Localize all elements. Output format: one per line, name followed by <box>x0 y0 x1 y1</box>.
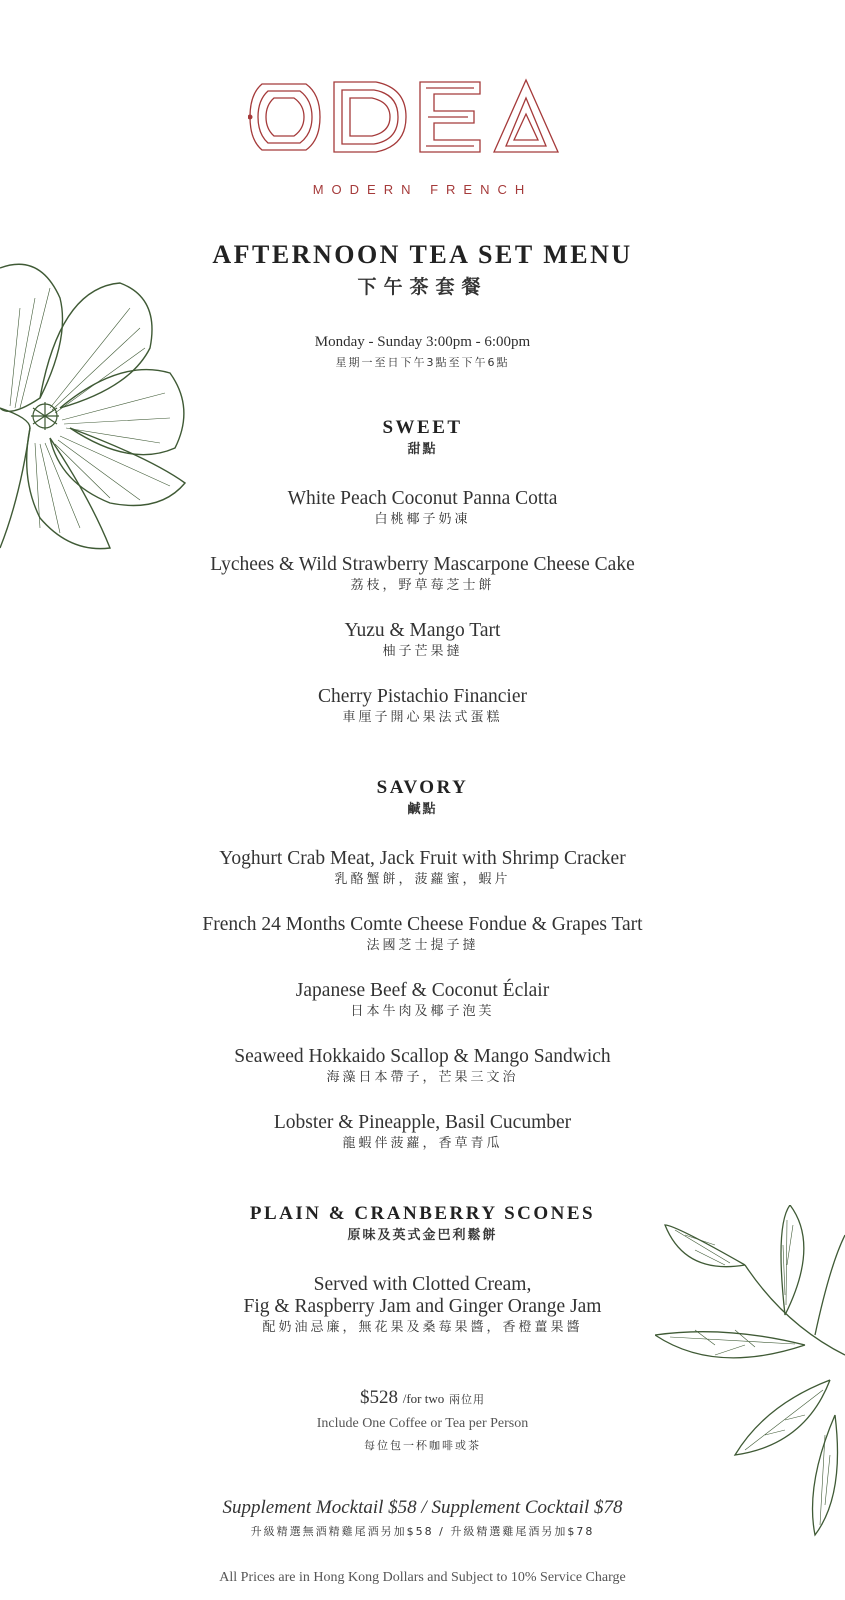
menu-item <box>120 620 725 662</box>
scones-section <box>120 1202 725 1338</box>
served-zh: 配奶油忌廉，無花果及桑莓果醬，香橙薑果醬 <box>262 1320 583 1335</box>
logo-tagline: MODERN FRENCH <box>312 182 533 197</box>
served-line-1: Served with Clotted Cream, <box>313 1274 532 1295</box>
savory-heading: SAVORY <box>376 777 469 798</box>
menu-item-name: Lychees & Wild Strawberry Mascarpone Cheese Cake <box>210 554 635 575</box>
menu-item <box>120 980 725 1022</box>
menu-item <box>120 488 725 530</box>
supplement-line-zh: 升級精選無酒精雞尾酒另加$58 / 升級精選雞尾酒另加$78 <box>250 1525 595 1538</box>
supplement-block <box>120 1496 725 1542</box>
menu-item-name: Cherry Pistachio Financier <box>317 686 528 707</box>
menu-title-zh: 下午茶套餐 <box>357 276 488 298</box>
price-unit-zh: 兩位用 <box>449 1393 486 1406</box>
served-line-2: Fig & Raspberry Jam and Ginger Orange Jam <box>243 1296 602 1317</box>
menu-item <box>120 686 725 728</box>
menu-item <box>120 914 725 956</box>
menu-item-name-zh: 龍蝦伴菠蘿，香草青瓜 <box>342 1136 503 1151</box>
menu-item <box>120 848 725 890</box>
menu-item-name-zh: 車厘子開心果法式蛋糕 <box>342 710 503 725</box>
menu-item-name: French 24 Months Comte Cheese Fondue & Grapes Tart <box>202 914 643 935</box>
service-charge-note: All Prices are in Hong Kong Dollars and Subject to 10% Service Charge <box>219 1570 626 1585</box>
menu-item-name-zh: 荔枝，野草莓芝士餅 <box>350 578 495 593</box>
savory-section <box>120 776 725 1154</box>
opening-hours: Monday - Sunday 3:00pm - 6:00pm <box>314 334 531 350</box>
menu-item-name: Yuzu & Mango Tart <box>344 620 501 641</box>
menu-item-name-zh: 柚子芒果撻 <box>382 644 463 659</box>
price-note: Include One Coffee or Tea per Person <box>316 1416 529 1431</box>
supplement-line: Supplement Mocktail $58 / Supplement Cocktail $78 <box>222 1497 623 1518</box>
price-note-zh: 每位包一杯咖啡或茶 <box>364 1439 481 1452</box>
menu-item <box>120 1112 725 1154</box>
menu-item-name: White Peach Coconut Panna Cotta <box>287 488 558 509</box>
menu-item-name-zh: 日本牛肉及椰子泡芙 <box>350 1004 495 1019</box>
menu-item-name-zh: 法國芝士提子撻 <box>366 938 479 953</box>
menu-item-name: Lobster & Pineapple, Basil Cucumber <box>273 1112 572 1133</box>
sweet-heading-zh: 甜點 <box>407 442 438 457</box>
sweet-section <box>120 416 725 728</box>
sweet-heading: SWEET <box>382 417 463 438</box>
menu-title: AFTERNOON TEA SET MENU <box>212 240 633 269</box>
price-value: $528 <box>359 1387 398 1408</box>
price-block <box>120 1386 725 1456</box>
menu-item-name-zh: 白桃椰子奶凍 <box>374 512 471 527</box>
menu-item <box>120 554 725 596</box>
menu-item-name: Seaweed Hokkaido Scallop & Mango Sandwich <box>234 1046 611 1067</box>
odea-logo <box>248 74 568 160</box>
menu-item-name-zh: 乳酪蟹餅，菠蘿蜜，蝦片 <box>334 872 511 887</box>
menu-item-name: Japanese Beef & Coconut Éclair <box>295 980 550 1001</box>
opening-hours-zh: 星期一至日下午3點至下午6點 <box>335 356 510 369</box>
menu-item-name: Yoghurt Crab Meat, Jack Fruit with Shrimp Cracker <box>219 848 626 869</box>
price-unit: /for two <box>402 1391 445 1406</box>
menu-item <box>120 1046 725 1088</box>
price-line <box>120 1386 725 1412</box>
scones-heading: PLAIN & CRANBERRY SCONES <box>249 1203 596 1224</box>
scones-accompaniments <box>120 1274 725 1338</box>
scones-heading-zh: 原味及英式金巴利鬆餅 <box>347 1228 498 1243</box>
savory-heading-zh: 鹹點 <box>407 802 438 817</box>
menu-content <box>120 238 725 1588</box>
menu-item-name-zh: 海藻日本帶子，芒果三文治 <box>326 1070 519 1085</box>
